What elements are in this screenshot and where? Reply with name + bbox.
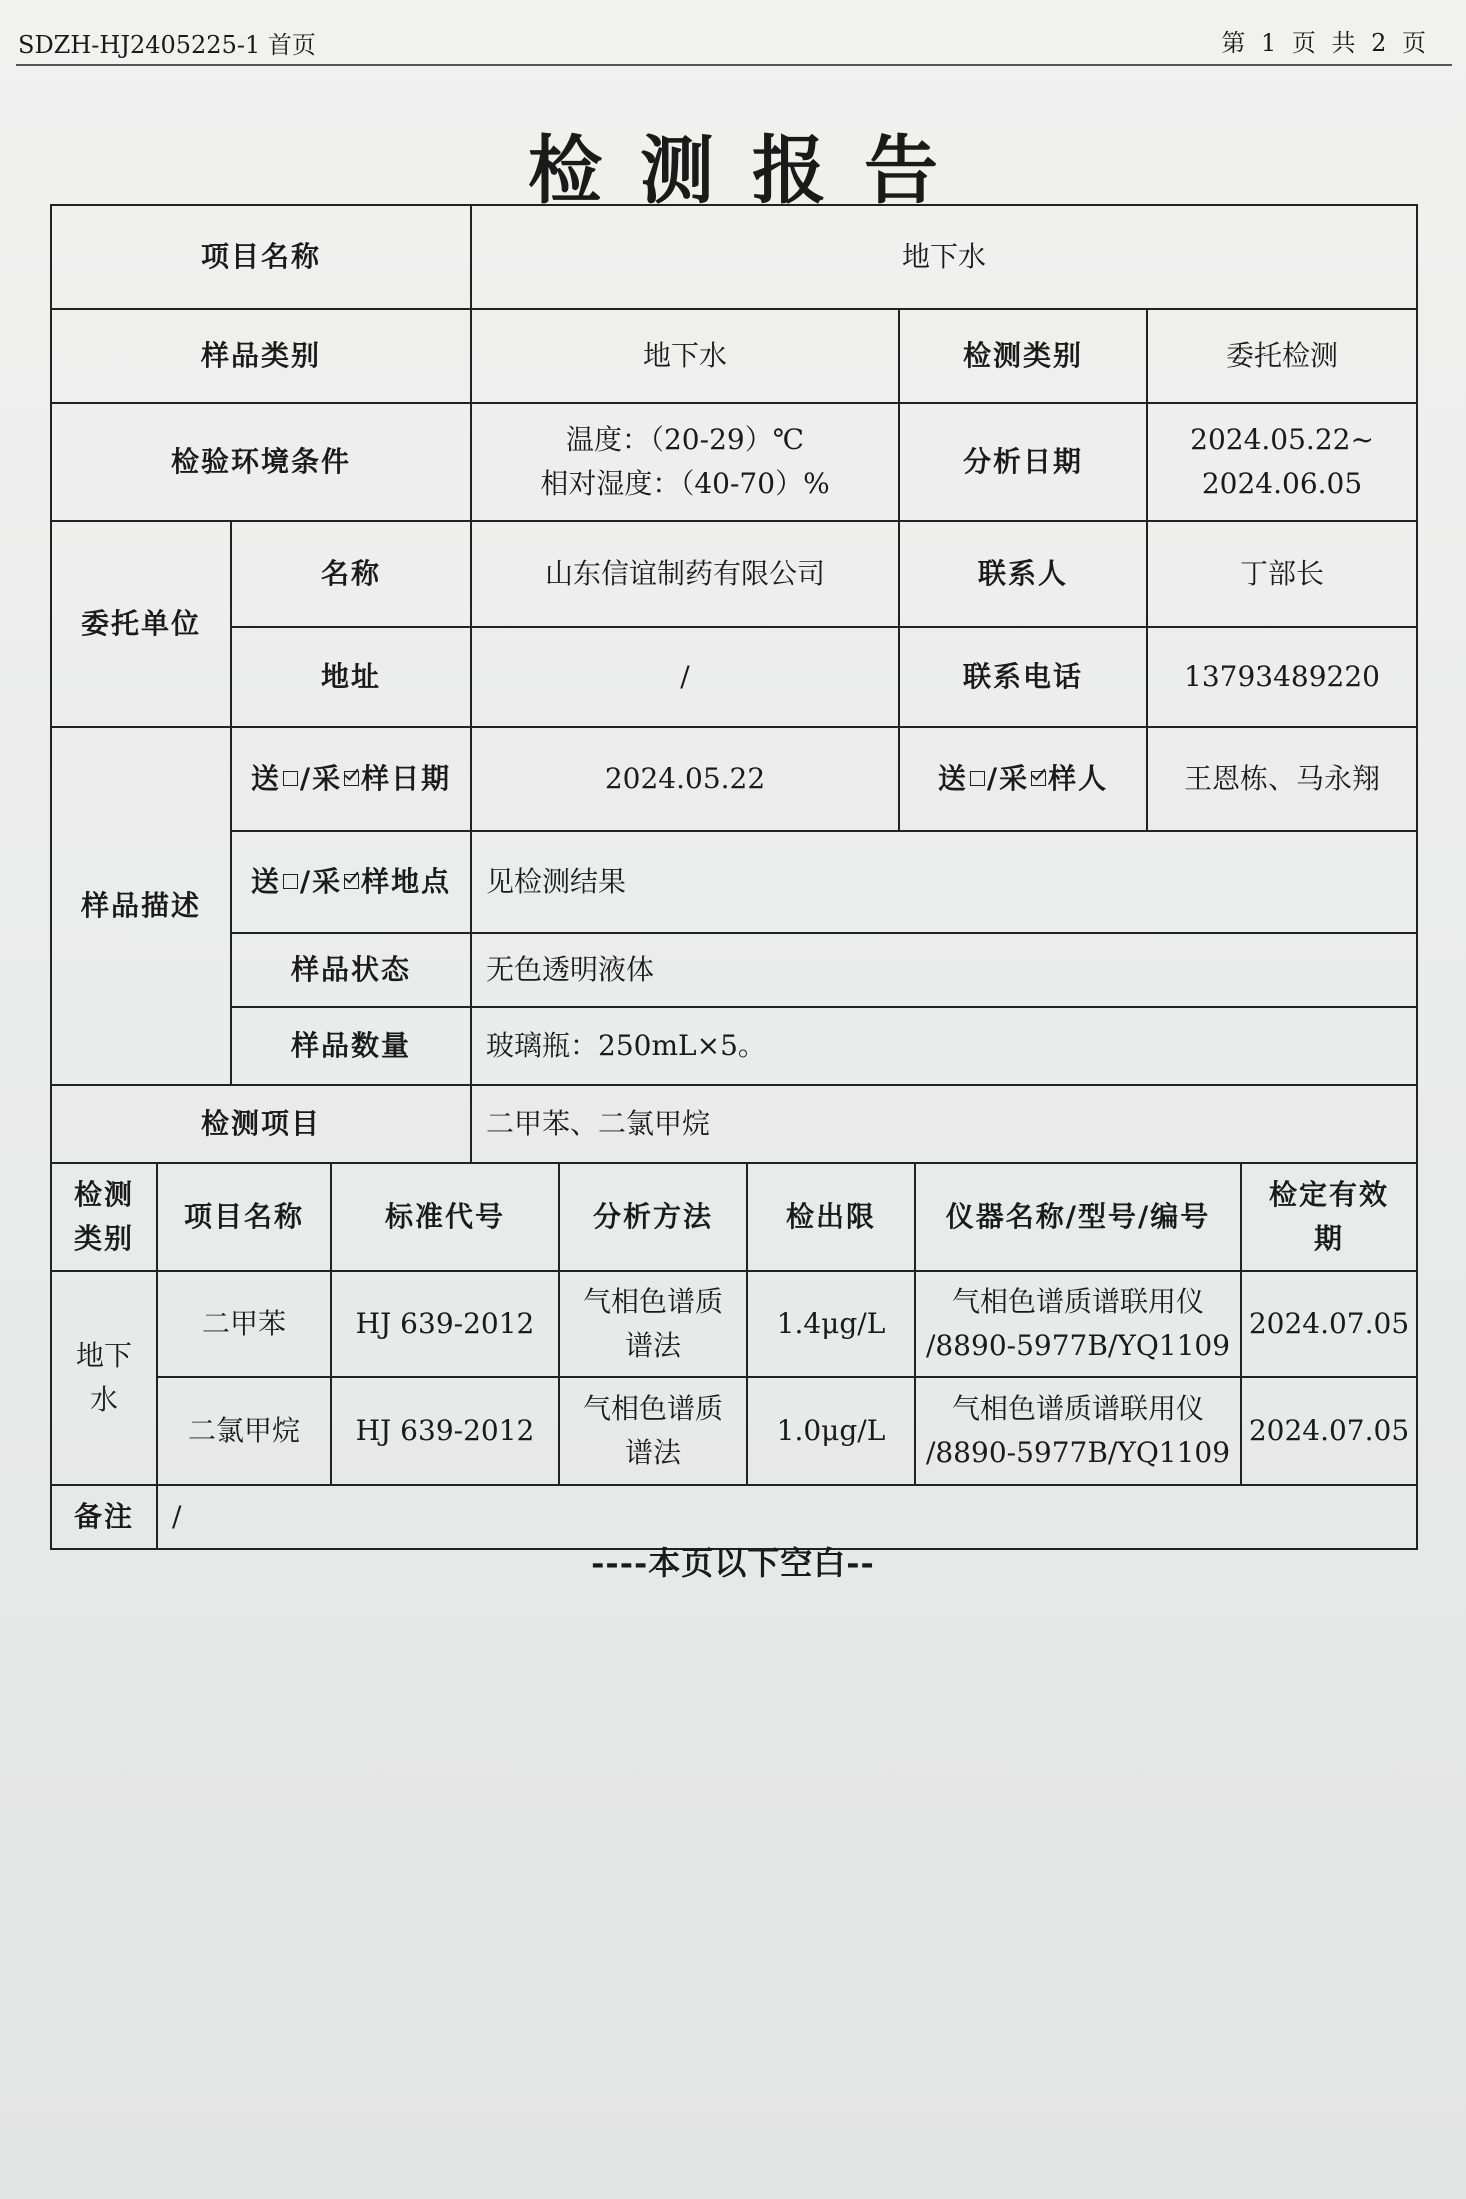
item-cell: 二氯甲烷	[157, 1377, 331, 1485]
standard-header: 标准代号	[331, 1163, 559, 1271]
remark-label: 备注	[51, 1485, 157, 1549]
test-items-value: 二甲苯、二氯甲烷	[471, 1085, 1417, 1163]
instrument-cell	[915, 1271, 1241, 1377]
standard-cell: HJ 639-2012	[331, 1377, 559, 1485]
analysis-date-start: 2024.05.22~	[1190, 423, 1374, 456]
send-text: 送	[250, 865, 281, 898]
document-id: SDZH-HJ2405225-1 首页	[18, 31, 316, 59]
client-name-label: 名称	[231, 521, 471, 627]
instrument-line2: /8890-5977B/YQ1109	[925, 1329, 1231, 1362]
instrument-line1: 气相色谱质谱联用仪	[951, 1285, 1204, 1318]
collect-text: /采	[299, 762, 343, 795]
item-header: 项目名称	[157, 1163, 331, 1271]
sample-qty-label: 样品数量	[231, 1007, 471, 1085]
sampling-site-value: 见检测结果	[471, 831, 1417, 933]
instrument-header: 仪器名称/型号/编号	[915, 1163, 1241, 1271]
client-name-value: 山东信谊制药有限公司	[471, 521, 899, 627]
sampler-label	[899, 727, 1147, 831]
collect-text: /采	[299, 865, 343, 898]
category-header	[51, 1163, 157, 1271]
sampling-site-label	[231, 831, 471, 933]
test-type-value: 委托检测	[1147, 309, 1417, 403]
sampler-value: 王恩栋、马永翔	[1147, 727, 1417, 831]
sample-qty-value: 玻璃瓶：250mL×5。	[471, 1007, 1417, 1085]
sample-type-value: 地下水	[471, 309, 899, 403]
method-line1: 气相色谱质	[582, 1285, 723, 1318]
blank-below-note: ----本页以下空白--	[591, 1544, 875, 1582]
valid-header	[1241, 1163, 1417, 1271]
env-conditions-value	[471, 403, 899, 521]
checkbox-unchecked-icon	[283, 771, 298, 786]
valid-cell: 2024.07.05	[1241, 1271, 1417, 1377]
env-conditions-label: 检验环境条件	[51, 403, 471, 521]
report-title: 检测报告	[528, 128, 976, 214]
contact-label: 联系人	[899, 521, 1147, 627]
method-line1: 气相色谱质	[582, 1392, 723, 1425]
instrument-line1: 气相色谱质谱联用仪	[951, 1392, 1204, 1425]
category-line2: 水	[89, 1383, 118, 1416]
limit-cell: 1.0μg/L	[747, 1377, 915, 1485]
item-cell: 二甲苯	[157, 1271, 331, 1377]
client-label: 委托单位	[51, 521, 231, 727]
sampling-site-suffix: 样地点	[361, 865, 452, 898]
method-line2: 谱法	[624, 1329, 681, 1362]
category-line1: 地下	[75, 1339, 132, 1372]
limit-header: 检出限	[747, 1163, 915, 1271]
valid-header-line1: 检定有效	[1268, 1178, 1389, 1211]
project-name-label: 项目名称	[51, 205, 471, 309]
sample-state-label: 样品状态	[231, 933, 471, 1007]
standard-cell: HJ 639-2012	[331, 1271, 559, 1377]
limit-cell: 1.4μg/L	[747, 1271, 915, 1377]
category-cell	[51, 1271, 157, 1485]
methods-table	[50, 1162, 1418, 1550]
send-text: 送	[250, 762, 281, 795]
method-cell	[559, 1271, 747, 1377]
address-value: /	[471, 627, 899, 727]
valid-header-line2: 期	[1313, 1222, 1344, 1255]
env-humidity: 相对湿度：（40-70）%	[540, 467, 830, 500]
test-type-label: 检测类别	[899, 309, 1147, 403]
sampling-date-value: 2024.05.22	[471, 727, 899, 831]
sample-type-label: 样品类别	[51, 309, 471, 403]
checkbox-checked-icon	[344, 771, 359, 786]
instrument-cell	[915, 1377, 1241, 1485]
project-name-value: 地下水	[471, 205, 1417, 309]
analysis-date-value	[1147, 403, 1417, 521]
analysis-date-end: 2024.06.05	[1201, 467, 1363, 500]
valid-cell: 2024.07.05	[1241, 1377, 1417, 1485]
send-text: 送	[937, 762, 968, 795]
address-label: 地址	[231, 627, 471, 727]
table-row	[51, 1377, 1417, 1485]
remark-value: /	[157, 1485, 1417, 1549]
instrument-line2: /8890-5977B/YQ1109	[925, 1436, 1231, 1469]
method-cell	[559, 1377, 747, 1485]
method-line2: 谱法	[624, 1436, 681, 1469]
test-items-label: 检测项目	[51, 1085, 471, 1163]
category-header-line2: 类别	[73, 1222, 134, 1255]
category-header-line1: 检测	[73, 1178, 134, 1211]
table-row	[51, 1271, 1417, 1377]
phone-value: 13793489220	[1147, 627, 1417, 727]
contact-value: 丁部长	[1147, 521, 1417, 627]
info-table	[50, 204, 1418, 1164]
sample-state-value: 无色透明液体	[471, 933, 1417, 1007]
analysis-date-label: 分析日期	[899, 403, 1147, 521]
sampling-date-suffix: 样日期	[361, 762, 452, 795]
page-number: 第 1 页 共 2 页	[1221, 29, 1430, 57]
phone-label: 联系电话	[899, 627, 1147, 727]
sampler-suffix: 样人	[1048, 762, 1109, 795]
checkbox-unchecked-icon	[970, 771, 985, 786]
env-temperature: 温度：（20-29）℃	[565, 423, 805, 456]
sampling-date-label	[231, 727, 471, 831]
checkbox-unchecked-icon	[283, 874, 298, 889]
report-info-section	[50, 204, 1416, 1550]
collect-text: /采	[986, 762, 1030, 795]
method-header: 分析方法	[559, 1163, 747, 1271]
checkbox-checked-icon	[1031, 771, 1046, 786]
checkbox-checked-icon	[344, 874, 359, 889]
sample-desc-label: 样品描述	[51, 727, 231, 1085]
page-header	[16, 28, 1452, 66]
